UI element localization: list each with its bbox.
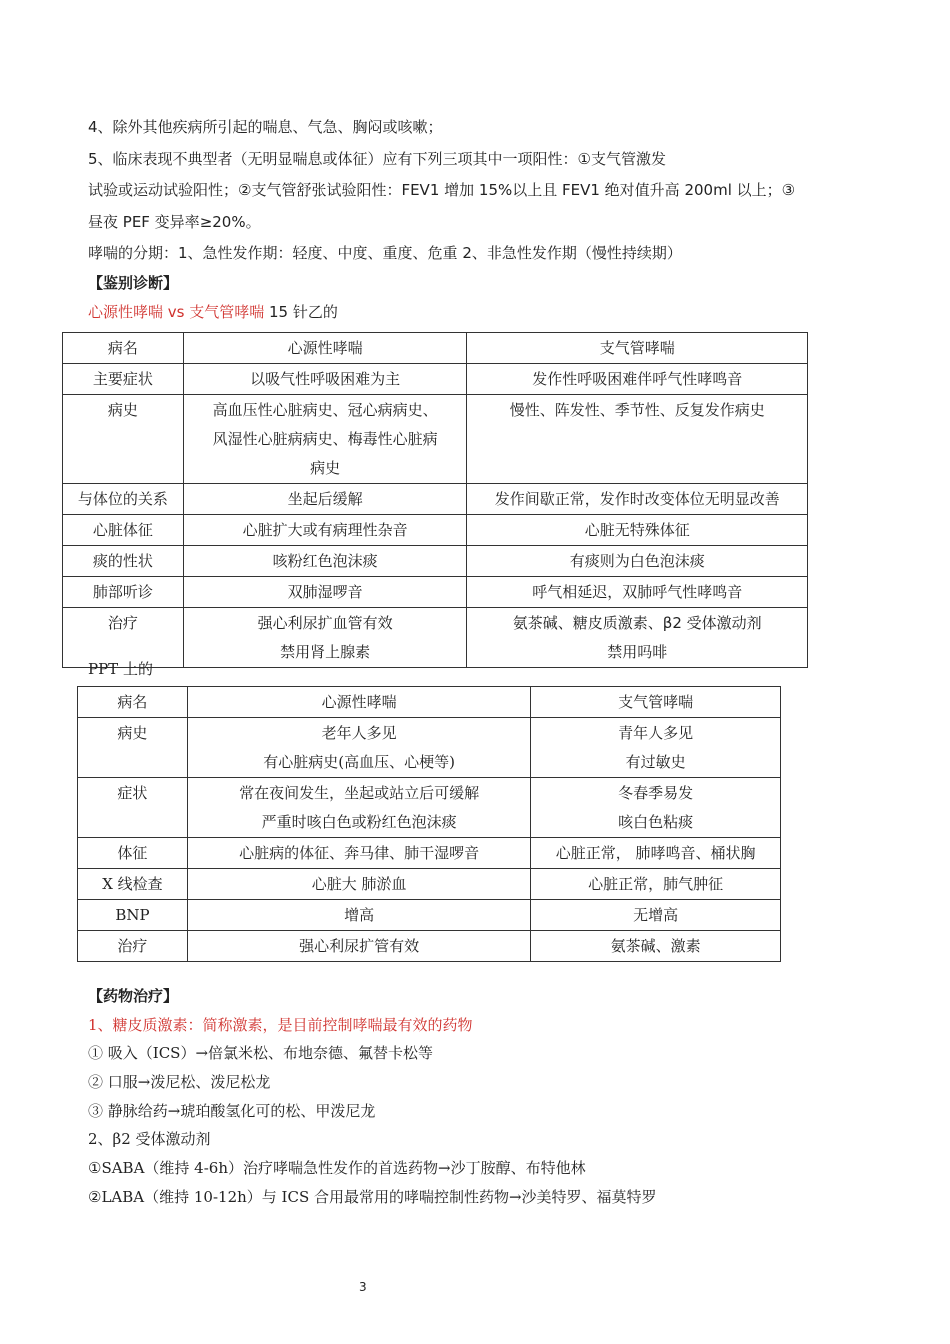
table-header-cell: 心源性哮喘 xyxy=(187,687,530,718)
row-label-cell: 体征 xyxy=(78,838,188,869)
table-header-cell: 支气管哮喘 xyxy=(467,333,808,364)
table-header-cell: 支气管哮喘 xyxy=(531,687,781,718)
table-row xyxy=(78,900,781,931)
cardiac-asthma-cell xyxy=(183,515,467,546)
criteria-item-4: 4、除外其他疾病所引起的喘息、气急、胸闷或咳嗽； xyxy=(88,118,443,136)
cell-text-line: 心脏正常，肺气肿征 xyxy=(588,875,724,893)
bronchial-asthma-cell xyxy=(531,718,781,778)
row-label-cell: 痰的性状 xyxy=(63,546,184,577)
row-label-cell: BNP xyxy=(78,900,188,931)
cardiac-asthma-cell xyxy=(183,364,467,395)
cell-text-line: 咳白色粘痰 xyxy=(618,813,694,831)
bronchial-asthma-cell xyxy=(531,838,781,869)
table-row xyxy=(63,484,808,515)
cell-text-line: 禁用吗啡 xyxy=(607,643,668,661)
bronchial-asthma-cell xyxy=(467,546,808,577)
cell-text-line: 风湿性心脏病病史、梅毒性心脏病 xyxy=(212,430,438,448)
cardiac-asthma-cell xyxy=(183,546,467,577)
cell-text-line: 常在夜间发生，坐起或站立后可缓解 xyxy=(239,784,480,802)
row-label-cell: 病史 xyxy=(78,718,188,778)
table-header-cell: 心源性哮喘 xyxy=(183,333,467,364)
drug-item-glucocorticoid: 1、糖皮质激素：简称激素，是目前控制哮喘最有效的药物 xyxy=(88,1016,473,1034)
comparison-table-1 xyxy=(62,332,808,668)
cell-text-line: 以吸气性呼吸困难为主 xyxy=(250,370,401,388)
cardiac-asthma-cell xyxy=(187,718,530,778)
cell-text-line: 氨茶碱、激素 xyxy=(610,937,701,955)
bronchial-asthma-cell xyxy=(531,931,781,962)
cell-text-line: 坐起后缓解 xyxy=(287,490,363,508)
criteria-item-5: 5、临床表现不典型者（无明显喘息或体征）应有下列三项其中一项阳性：①支气管激发 xyxy=(88,150,666,168)
row-label-cell: 肺部听诊 xyxy=(63,577,184,608)
criteria-item-5-end: 昼夜 PEF 变异率≥20%。 xyxy=(88,213,261,231)
subtitle-note: 15 针乙的 xyxy=(264,303,338,321)
row-label-cell: 主要症状 xyxy=(63,364,184,395)
cell-text-line: 无增高 xyxy=(633,906,679,924)
cell-text-line: 有心脏病史(高血压、心梗等) xyxy=(263,753,455,771)
bronchial-asthma-cell xyxy=(531,869,781,900)
drug-item-oral: ② 口服→泼尼松、泼尼松龙 xyxy=(88,1073,271,1091)
diff-diagnosis-heading: 【鉴别诊断】 xyxy=(88,274,179,292)
row-label-cell: X 线检查 xyxy=(78,869,188,900)
cardiac-asthma-cell xyxy=(183,608,467,668)
bronchial-asthma-cell xyxy=(467,577,808,608)
drug-item-laba: ②LABA（维持 10-12h）与 ICS 合用最常用的哮喘控制性药物→沙美特罗、福莫特罗 xyxy=(88,1188,657,1206)
cell-text-line: 强心利尿扩血管有效 xyxy=(257,614,393,632)
cell-text-line: 病史 xyxy=(310,459,341,477)
row-label-cell: 心脏体征 xyxy=(63,515,184,546)
cell-text-line: 强心利尿扩管有效 xyxy=(299,937,420,955)
bronchial-asthma-cell xyxy=(467,608,808,668)
comparison-table-2 xyxy=(77,686,781,962)
criteria-item-5-cont: 试验或运动试验阳性；②支气管舒张试验阳性：FEV1 增加 15%以上且 FEV1 绝对值升高 200ml 以上；③ xyxy=(88,181,796,199)
table-header-cell: 病名 xyxy=(78,687,188,718)
table-header-cell: 病名 xyxy=(63,333,184,364)
cell-text-line: 呼气相延迟，双肺呼气性哮鸣音 xyxy=(532,583,743,601)
cardiac-asthma-cell xyxy=(187,869,530,900)
subtitle-comparison: 心源性哮喘 vs 支气管哮喘 xyxy=(88,303,265,321)
cell-text-line: 慢性、阵发性、季节性、反复发作病史 xyxy=(509,401,765,419)
cardiac-asthma-cell xyxy=(187,838,530,869)
bronchial-asthma-cell xyxy=(531,778,781,838)
cell-text-line: 发作间歇正常，发作时改变体位无明显改善 xyxy=(494,490,780,508)
table-row xyxy=(63,515,808,546)
row-label-cell: 病史 xyxy=(63,395,184,484)
cell-text-line: 心脏扩大或有病理性杂音 xyxy=(242,521,408,539)
row-label-cell: 症状 xyxy=(78,778,188,838)
ppt-label: PPT 上的 xyxy=(88,660,153,678)
cell-text-line: 发作性呼吸困难伴呼气性哮鸣音 xyxy=(532,370,743,388)
bronchial-asthma-cell xyxy=(531,900,781,931)
table-row xyxy=(78,869,781,900)
cardiac-asthma-cell xyxy=(183,484,467,515)
cell-text-line: 心脏病的体征、奔马律、肺干湿啰音 xyxy=(239,844,480,862)
bronchial-asthma-cell xyxy=(467,364,808,395)
cell-text-line: 双肺湿啰音 xyxy=(287,583,363,601)
drug-item-iv: ③ 静脉给药→琥珀酸氢化可的松、甲泼尼龙 xyxy=(88,1102,376,1120)
cell-text-line: 有痰则为白色泡沫痰 xyxy=(569,552,705,570)
row-label-cell: 与体位的关系 xyxy=(63,484,184,515)
cell-text-line: 心脏正常， 肺哮鸣音、桶状胸 xyxy=(555,844,756,862)
table-row xyxy=(78,838,781,869)
table-header-row xyxy=(63,333,808,364)
cardiac-asthma-cell xyxy=(187,778,530,838)
row-label-cell: 治疗 xyxy=(63,608,184,668)
table-row xyxy=(63,364,808,395)
table-row xyxy=(63,546,808,577)
table-row xyxy=(78,718,781,778)
cardiac-asthma-cell xyxy=(187,900,530,931)
cell-text-line: 氨茶碱、糖皮质激素、β2 受体激动剂 xyxy=(512,614,762,632)
cardiac-asthma-cell xyxy=(183,395,467,484)
cell-text-line: 有过敏史 xyxy=(625,753,686,771)
row-label-cell: 治疗 xyxy=(78,931,188,962)
table-row xyxy=(78,931,781,962)
bronchial-asthma-cell xyxy=(467,484,808,515)
table-header-row xyxy=(78,687,781,718)
table-row xyxy=(78,778,781,838)
diff-diagnosis-subtitle xyxy=(88,302,338,322)
table-row xyxy=(63,395,808,484)
cell-text-line: 严重时咳白色或粉红色泡沫痰 xyxy=(261,813,457,831)
cell-text-line: 心脏大 肺淤血 xyxy=(311,875,407,893)
cell-text-line: 咳粉红色泡沫痰 xyxy=(272,552,378,570)
cardiac-asthma-cell xyxy=(187,931,530,962)
cell-text-line: 老年人多见 xyxy=(321,724,397,742)
cell-text-line: 增高 xyxy=(344,906,375,924)
cell-text-line: 心脏无特殊体征 xyxy=(584,521,690,539)
cardiac-asthma-cell xyxy=(183,577,467,608)
drug-item-beta2: 2、β2 受体激动剂 xyxy=(88,1130,211,1148)
bronchial-asthma-cell xyxy=(467,395,808,484)
drug-therapy-heading: 【药物治疗】 xyxy=(88,987,179,1005)
cell-text-line: 青年人多见 xyxy=(618,724,694,742)
table-row xyxy=(63,577,808,608)
table-row xyxy=(63,608,808,668)
cell-text-line: 冬春季易发 xyxy=(618,784,694,802)
asthma-stages: 哮喘的分期：1、急性发作期：轻度、中度、重度、危重 2、非急性发作期（慢性持续期） xyxy=(88,244,682,262)
page-number: 3 xyxy=(359,1280,367,1294)
drug-item-saba: ①SABA（维持 4-6h）治疗哮喘急性发作的首选药物→沙丁胺醇、布特他林 xyxy=(88,1159,586,1177)
cell-text-line: 高血压性心脏病史、冠心病病史、 xyxy=(212,401,438,419)
cell-text-line: 禁用肾上腺素 xyxy=(280,643,371,661)
bronchial-asthma-cell xyxy=(467,515,808,546)
drug-item-inhaled: ① 吸入（ICS）→倍氯米松、布地奈德、氟替卡松等 xyxy=(88,1044,434,1062)
